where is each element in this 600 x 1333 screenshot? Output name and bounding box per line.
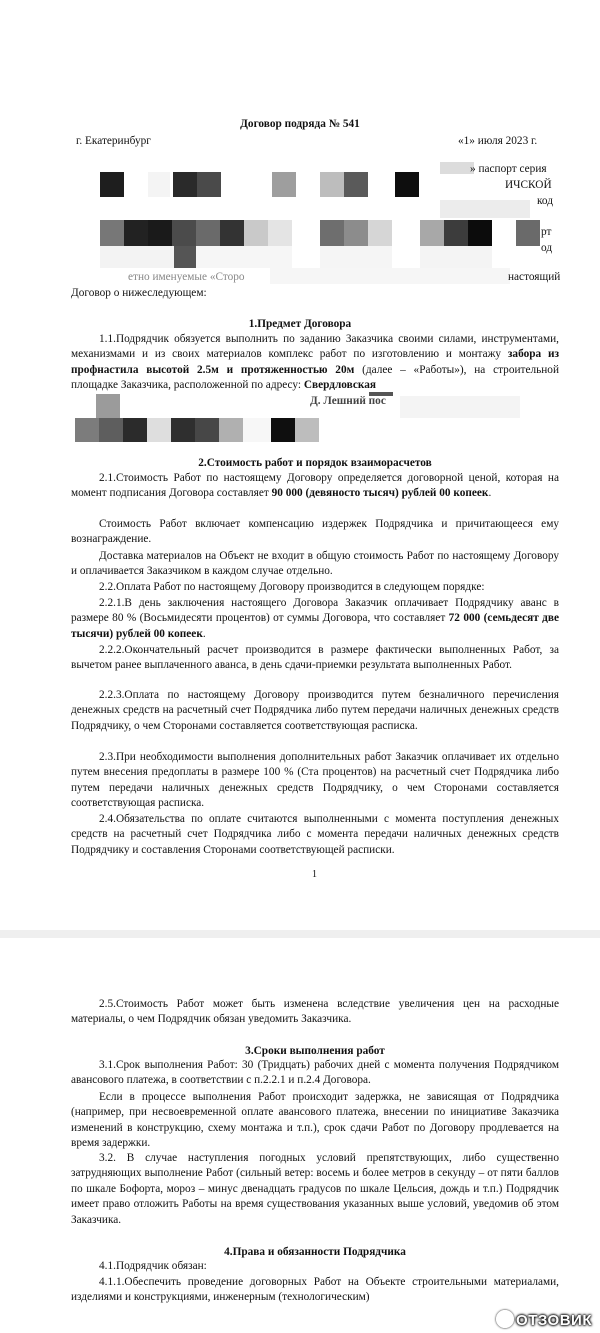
clause-2-3: 2.3.При необходимости выполнения дополнительных работ Заказчик оплачивает их отдельно путем внесения предоплаты в размере 100 % (Ста процентов) на расчетный счет Подрядчика либо путем передачи наличных денежных средств Подрядчику, о чем Сторонами составляется соответствующая расписка. xyxy=(71,751,559,810)
text-fragment: рт xyxy=(541,226,552,238)
contract-title: Договор подряда № 541 xyxy=(240,118,360,130)
clause-2-1-text-2: Стоимость Работ включает компенсацию издержек Подрядчика и причитающееся ему вознаграждение. xyxy=(71,518,559,546)
text-fragment: од xyxy=(541,242,553,254)
clause-3-1-text-2: Если в процессе выполнения Работ происходит задержка, не зависящая от Подрядчика (например, при несвоевременной оплате авансового платежа, внесении по инициативе Заказчика изменений в конструкцию, схему монтажа и т.п.), срок сдачи Работ по Договору продлевается на время задержки. xyxy=(71,1091,559,1150)
clause-2-1-text-3: Доставка материалов на Объект не входит в общую стоимость Работ по настоящему Договору и оплачивается Заказчиком в каждом случае отдельно. xyxy=(71,550,559,578)
section-4-title: 4.Права и обязанности Подрядчика xyxy=(224,1246,406,1258)
text-fragment: настоящий xyxy=(508,271,561,283)
text-fragment: ИЧСКОЙ xyxy=(505,179,552,191)
clause-2-2-3: 2.2.3.Оплата по настоящему Договору производится путем безналичного перечисления денежных средств на расчетный счет Подрядчика либо путем передачи наличных денежных средств Подрядчику, о чем Сторонами составляется соответствующая расписка. xyxy=(71,689,559,732)
clause-2-2: 2.2.Оплата Работ по настоящему Договору производится в следующем порядке: xyxy=(99,581,485,593)
clause-4-1: 4.1.Подрядчик обязан: xyxy=(99,1260,207,1272)
clause-2-2-2: 2.2.2.Окончательный расчет производится в размере фактически выполненных Работ, за вычетом ранее выплаченного аванса, в день сдачи-приемки результата выполненных Работ. xyxy=(71,644,559,672)
clause-3-2: 3.2. В случае наступления погодных условий препятствующих, либо существенно затрудняющих выполнение Работ (сильный ветер: восемь и более метров в секунду – от пяти баллов по шкале Бофорта, мороз – минус двенадцать градусов по шкале Цельсия, дождь и т.п.) Подрядчик имеет право отложить Работы на время существования указанных выше условий, уведомив об этом Заказчика. xyxy=(71,1152,559,1226)
clause-4-1-1: 4.1.1.Обеспечить проведение договорных Работ на Объекте строительными материалами, изделиями и конструкциями, инженерным (технологическим) xyxy=(71,1276,559,1304)
text-fragment: Д. Лешний пос xyxy=(310,395,386,407)
page-separator xyxy=(0,930,600,938)
text-fragment: » паспорт серия xyxy=(470,163,547,175)
clause-2-2-1: 2.2.1.В день заключения настоящего Договора Заказчик оплачивает Подрядчику аванс в размере 80 % (Восьмидесяти процентов) от суммы Договора, что составляет 72 000 (семьдесят две тысячи) рублей 00 копеек. xyxy=(71,597,559,640)
section-1-title: 1.Предмет Договора xyxy=(248,318,352,330)
page-number: 1 xyxy=(312,869,317,880)
section-3-title: 3.Сроки выполнения работ xyxy=(245,1045,385,1057)
intro-end: Договор о нижеследующем: xyxy=(71,287,207,299)
text-fragment: код xyxy=(537,195,553,207)
clause-3-1: 3.1.Срок выполнения Работ: 30 (Тридцать) рабочих дней с момента получения Подрядчиком авансового платежа, в соответствии с п.2.2.1 и п.2.4 Договора. xyxy=(71,1059,559,1087)
text-fragment: етно именуемые «Сторо xyxy=(128,271,245,283)
watermark-logo: ОТЗОВИК xyxy=(496,1310,592,1329)
clause-2-4: 2.4.Обязательства по оплате считаются выполненными с момента поступления денежных средств на расчетный счет Подрядчика либо с момента передачи наличных денежных средств Подрядчику и составления Сторонами соответствующей расписки. xyxy=(71,813,559,856)
document-page-2 xyxy=(0,938,600,1333)
clause-2-1: 2.1.Стоимость Работ по настоящему Договору определяется договорной ценой, которая на момент подписания Договора составляет 90 000 (девяносто тысяч) рублей 00 копеек. xyxy=(71,472,559,500)
clause-1-1: 1.1.Подрядчик обязуется выполнить по заданию Заказчика своими силами, инструментами, механизмами и из своих материалов комплекс работ по изготовлению и монтажу забора из профнастила высотой 2.5м и протяженностью 20м (далее – «Работы»), на строительной площадке Заказчика, расположенной по адресу: Свердловская xyxy=(71,333,560,392)
city: г. Екатеринбург xyxy=(76,135,151,147)
section-2-title: 2.Стоимость работ и порядок взаиморасчетов xyxy=(198,457,432,469)
clause-2-5: 2.5.Стоимость Работ может быть изменена вследствие увеличения цен на расходные материалы, о чем Подрядчик обязан уведомить Заказчика. xyxy=(71,998,559,1026)
watermark-circle-icon xyxy=(496,1310,514,1328)
contract-date: «1» июля 2023 г. xyxy=(458,135,538,147)
